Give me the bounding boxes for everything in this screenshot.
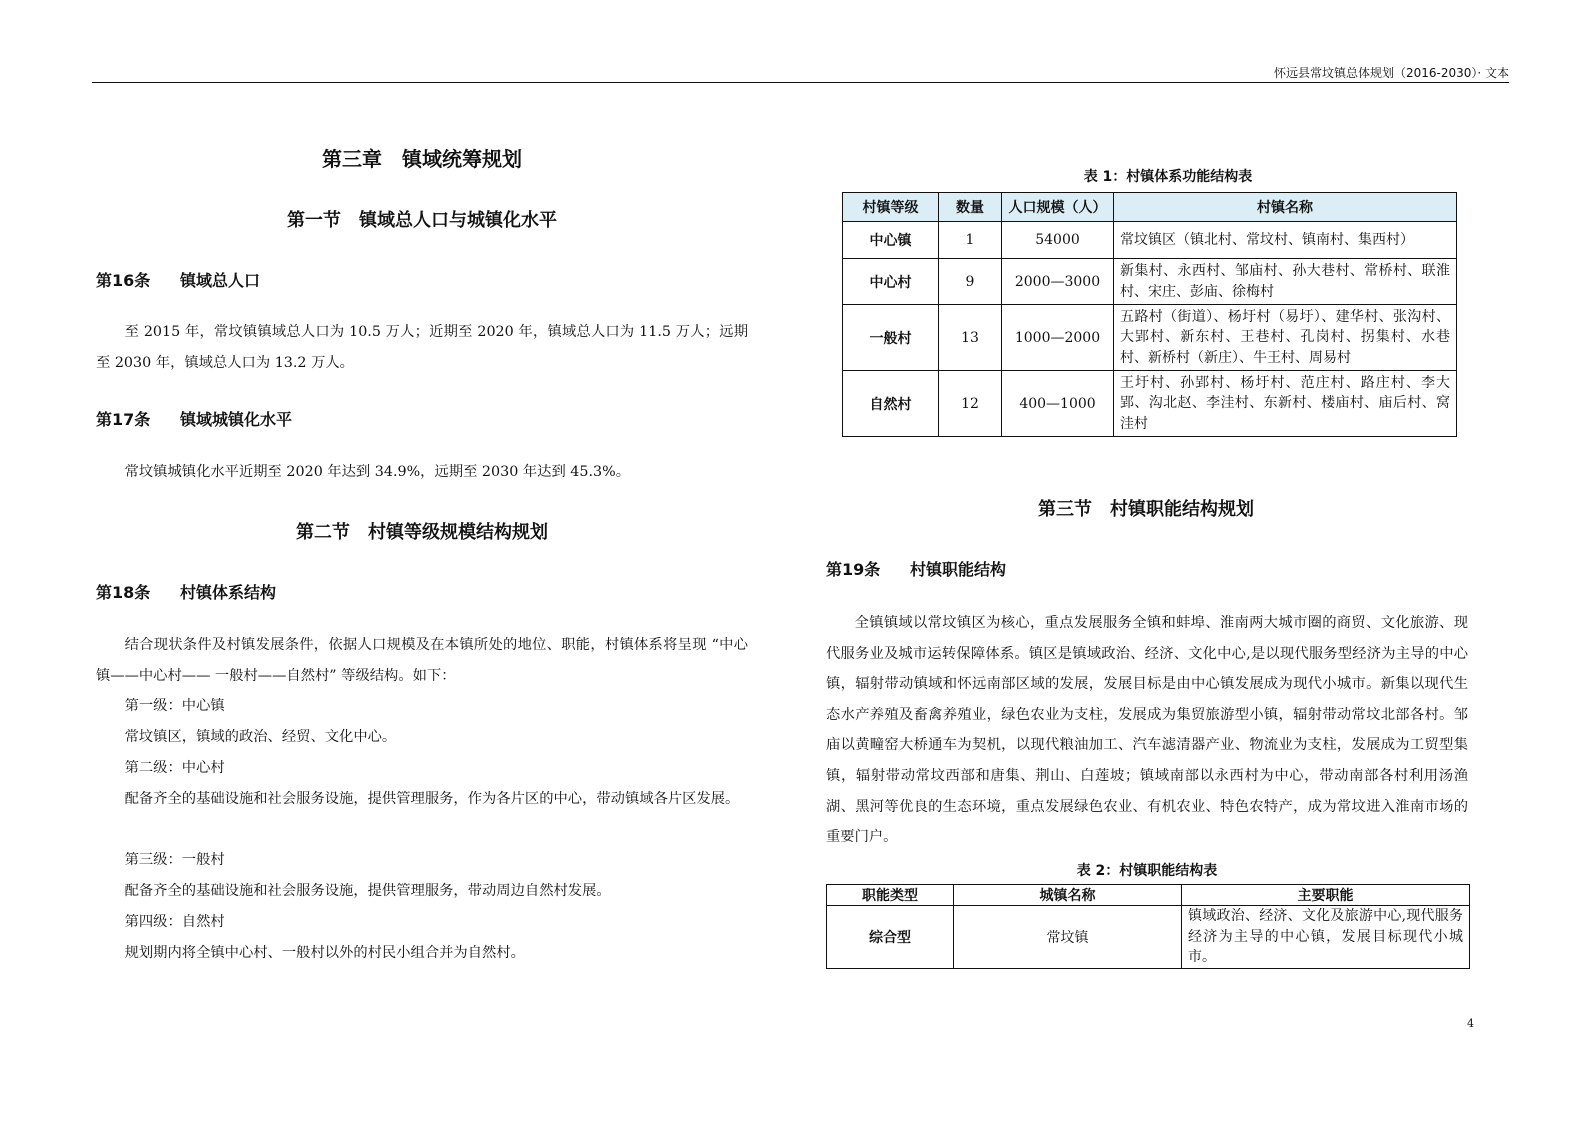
header-rule bbox=[92, 82, 1509, 83]
type-cell: 综合型 bbox=[827, 906, 954, 969]
level-cell: 一般村 bbox=[843, 305, 939, 371]
hierarchy-desc: 常坟镇区，镇域的政治、经贸、文化中心。 bbox=[124, 729, 397, 745]
table-row bbox=[827, 906, 1470, 969]
level-cell: 中心镇 bbox=[843, 222, 939, 259]
table-header-cell: 人口规模（人） bbox=[1002, 193, 1114, 222]
names-cell: 五路村（街道）、杨圩村（易圩）、建华村、张沟村、大郢村、新东村、王巷村、孔岗村、拐集村、水巷村、新桥村（新庄）、牛王村、周易村 bbox=[1114, 305, 1457, 371]
chapter-title: 第三章 镇域统筹规划 bbox=[322, 147, 522, 171]
hierarchy-level: 第三级：一般村 bbox=[124, 852, 225, 868]
table-row bbox=[843, 371, 1457, 437]
article-19-text: 全镇镇域以常坟镇区为核心，重点发展服务全镇和蚌埠、淮南两大城市圈的商贸、文化旅游、现代服务业及城市运转保障体系。镇区是镇域政治、经济、文化中心,是以现代服务型经济为主导的中心镇，辐射带动镇域和怀远南部区域的发展，发展目标是由中心镇发展成为现代小城市。新集以现代生态水产养殖及畜禽养殖业，绿色农业为支柱，发展成为集贸旅游型小镇，辐射带动常坟北部各村。邹庙以黄疃窑大桥通车为契机，以现代粮油加工、汽车滤清器产业、物流业为支柱，发展成为工贸型集镇，辐射带动常坟西部和唐集、荆山、白莲坡；镇域南部以永西村为中心，带动南部各村利用汤渔湖、黑河等优良的生态环境，重点发展绿色农业、有机农业、特色农特产，成为常坟进入淮南市场的重要门户。 bbox=[826, 615, 1468, 846]
hierarchy-desc: 配备齐全的基础设施和社会服务设施，提供管理服务，作为各片区的中心，带动镇域各片区发展。 bbox=[124, 791, 740, 807]
table1-caption: 表 1：村镇体系功能结构表 bbox=[1083, 169, 1253, 185]
table-header-row bbox=[843, 193, 1457, 222]
names-cell: 新集村、永西村、邹庙村、孙大巷村、常桥村、联淮村、宋庄、彭庙、徐梅村 bbox=[1114, 259, 1457, 305]
article-18-intro: 结合现状条件及村镇发展条件，依据人口规模及在本镇所处的地位、职能，村镇体系将呈现 “中心镇——中心村—— 一般村——自然村” 等级结构。如下： bbox=[96, 637, 748, 684]
article-19-heading bbox=[826, 557, 1006, 580]
table-header-cell: 数量 bbox=[939, 193, 1002, 222]
table-header-row bbox=[827, 885, 1470, 906]
count-cell: 9 bbox=[939, 259, 1002, 305]
town-cell: 常坟镇 bbox=[954, 906, 1182, 969]
count-cell: 1 bbox=[939, 222, 1002, 259]
article-number: 第17条 bbox=[96, 410, 151, 429]
hierarchy-desc: 规划期内将全镇中心村、一般村以外的村民小组合并为自然村。 bbox=[124, 945, 525, 961]
table-header-cell: 职能类型 bbox=[827, 885, 954, 906]
section2-title: 第二节 村镇等级规模结构规划 bbox=[296, 522, 548, 543]
article-number: 第16条 bbox=[96, 271, 151, 290]
section3-title: 第三节 村镇职能结构规划 bbox=[1038, 499, 1254, 520]
names-cell: 常坟镇区（镇北村、常坟村、镇南村、集西村） bbox=[1114, 222, 1457, 259]
hierarchy-level: 第二级：中心村 bbox=[124, 760, 225, 776]
article-title: 镇域城镇化水平 bbox=[180, 410, 293, 429]
hierarchy-level: 第一级：中心镇 bbox=[124, 698, 225, 714]
article-title: 村镇职能结构 bbox=[910, 560, 1007, 579]
table-header-cell: 主要职能 bbox=[1182, 885, 1470, 906]
names-cell: 王圩村、孙郢村、杨圩村、范庄村、路庄村、李大郢、沟北赵、李洼村、东新村、楼庙村、庙后村、窝洼村 bbox=[1114, 371, 1457, 437]
count-cell: 12 bbox=[939, 371, 1002, 437]
population-cell: 2000—3000 bbox=[1002, 259, 1114, 305]
level-cell: 中心村 bbox=[843, 259, 939, 305]
table-header-cell: 村镇名称 bbox=[1114, 193, 1457, 222]
hierarchy-desc: 配备齐全的基础设施和社会服务设施，提供管理服务，带动周边自然村发展。 bbox=[124, 883, 611, 899]
running-header: 怀远县常坟镇总体规划（2016-2030）· 文本 bbox=[1273, 66, 1509, 80]
article-17-text: 常坟镇城镇化水平近期至 2020 年达到 34.9%，远期至 2030 年达到 45.3%。 bbox=[124, 464, 630, 480]
article-16-heading bbox=[96, 268, 260, 291]
function-structure-table bbox=[826, 884, 1470, 969]
section1-title: 第一节 镇域总人口与城镇化水平 bbox=[287, 210, 557, 231]
article-17-heading bbox=[96, 407, 292, 430]
article-title: 镇域总人口 bbox=[180, 271, 261, 290]
article-16-text: 至 2015 年，常坟镇镇域总人口为 10.5 万人；近期至 2020 年，镇域总人口为 11.5 万人；远期至 2030 年，镇域总人口为 13.2 万人。 bbox=[96, 324, 748, 371]
village-system-table bbox=[842, 192, 1457, 437]
function-cell: 镇域政治、经济、文化及旅游中心,现代服务经济为主导的中心镇，发展目标现代小城市。 bbox=[1182, 906, 1470, 969]
article-18-heading bbox=[96, 580, 276, 603]
table-row bbox=[843, 259, 1457, 305]
population-cell: 54000 bbox=[1002, 222, 1114, 259]
population-cell: 1000—2000 bbox=[1002, 305, 1114, 371]
level-cell: 自然村 bbox=[843, 371, 939, 437]
count-cell: 13 bbox=[939, 305, 1002, 371]
hierarchy-level: 第四级：自然村 bbox=[124, 914, 225, 930]
article-number: 第19条 bbox=[826, 560, 881, 579]
page-number: 4 bbox=[1467, 1017, 1474, 1030]
table-header-cell: 城镇名称 bbox=[954, 885, 1182, 906]
population-cell: 400—1000 bbox=[1002, 371, 1114, 437]
article-title: 村镇体系结构 bbox=[180, 583, 277, 602]
table2-caption: 表 2：村镇职能结构表 bbox=[1076, 863, 1218, 879]
table-row bbox=[843, 305, 1457, 371]
table-row bbox=[843, 222, 1457, 259]
table-header-cell: 村镇等级 bbox=[843, 193, 939, 222]
article-number: 第18条 bbox=[96, 583, 151, 602]
